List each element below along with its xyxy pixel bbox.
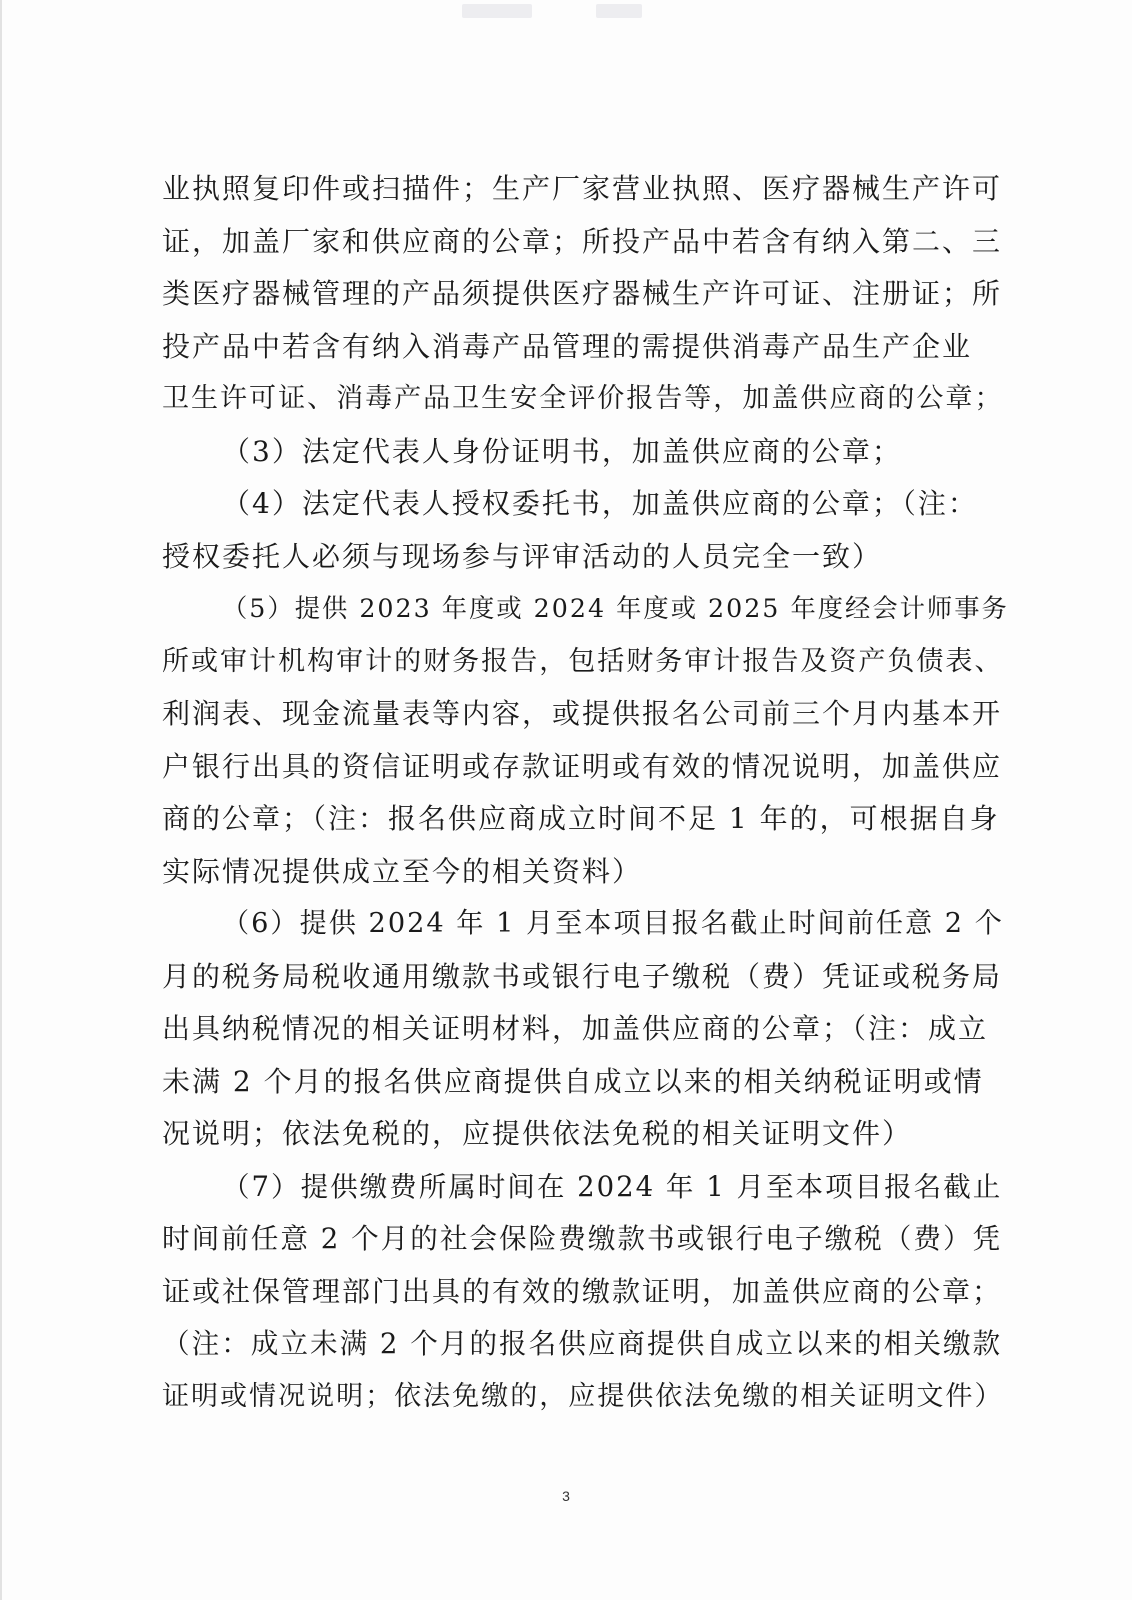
text-line: （4）法定代表人授权委托书，加盖供应商的公章；（注： [222,487,978,520]
text-line: （注：成立未满 2 个月的报名供应商提供自成立以来的相关缴款 [162,1327,1003,1360]
text-line: 户银行出具的资信证明或存款证明或有效的情况说明，加盖供应 [162,749,1003,783]
text-line: 利润表、现金流量表等内容，或提供报名公司前三个月内基本开 [162,697,1003,730]
text-line: （6）提供 2024 年 1 月至本项目报名截止时间前任意 2 个 [222,908,1004,939]
text-line: 证明或情况说明；依法免缴的，应提供依法免缴的相关证明文件） [162,1380,1004,1412]
text-line: 实际情况提供成立至今的相关资料） [162,854,643,888]
text-line: 证或社保管理部门出具的有效的缴款证明，加盖供应商的公章； [162,1274,1003,1308]
text-line: 卫生许可证、消毒产品卫生安全评价报告等，加盖供应商的公章； [162,383,1004,414]
text-line: 未满 2 个月的报名供应商提供自成立以来的相关纳税证明或情 [162,1064,984,1098]
text-line: 投产品中若含有纳入消毒产品管理的需提供消毒产品生产企业 [162,329,973,363]
text-line: 所或审计机构审计的财务报告，包括财务审计报告及资产负债表、 [162,645,1004,677]
text-line: 类医疗器械管理的产品须提供医疗器械生产许可证、注册证；所 [162,277,1003,310]
text-line: 月的税务局税收通用缴款书或银行电子缴税（费）凭证或税务局 [162,959,1003,993]
body-text [162,163,1009,1423]
text-line: 时间前任意 2 个月的社会保险费缴款书或银行电子缴税（费）凭 [162,1222,1003,1255]
text-line: 证，加盖厂家和供应商的公章；所投产品中若含有纳入第二、三 [162,224,1003,258]
page-edge [0,0,2,1600]
text-line: 出具纳税情况的相关证明材料，加盖供应商的公章；（注：成立 [162,1012,989,1045]
text-line: （7）提供缴费所属时间在 2024 年 1 月至本项目报名截止 [222,1170,1003,1203]
page-number: 3 [562,1488,570,1504]
text-line: 业执照复印件或扫描件；生产厂家营业执照、医疗器械生产许可 [162,172,1003,205]
text-line: （3）法定代表人身份证明书，加盖供应商的公章； [222,434,902,468]
text-line: （5）提供 2023 年度或 2024 年度或 2025 年度经会计师事务 [222,594,1009,623]
text-line: 授权委托人必须与现场参与评审活动的人员完全一致） [162,539,883,573]
scan-artifact [462,4,532,18]
text-line: 况说明；依法免税的，应提供依法免税的相关证明文件） [162,1117,913,1150]
text-line: 商的公章；（注：报名供应商成立时间不足 1 年的，可根据自身 [162,802,1000,835]
scan-artifact [596,4,642,18]
